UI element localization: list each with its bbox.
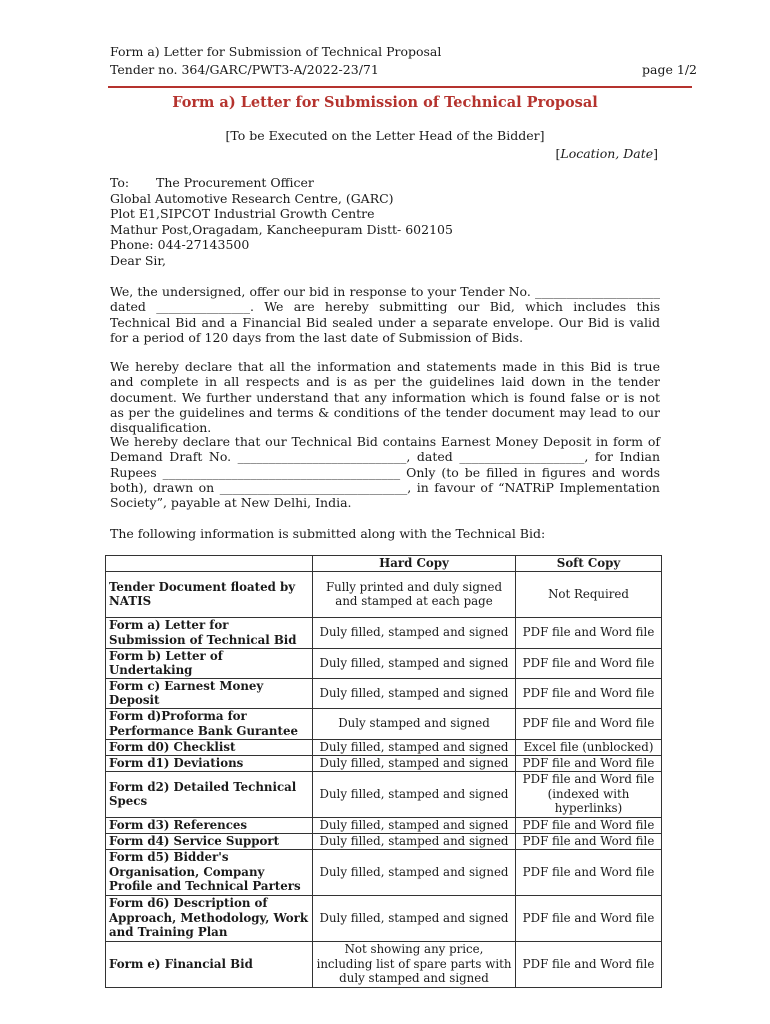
location-date: [Location, Date]: [555, 146, 658, 161]
paragraph-emd: We hereby declare that our Technical Bid contains Earnest Money Deposit in form of Demand Draft No. ___________________________, dated ____________________, for Indian Rupees ______________________________________ Only (to be filled in figures and words both), drawn on ______________________________, in favour of “NATRiP Implementation Society”, payable at New Delhi, India.: [110, 434, 660, 511]
recipient-name: The Procurement Officer: [156, 175, 314, 190]
table-cell: PDF file and Word file: [516, 678, 662, 708]
table-cell: PDF file and Word file: [516, 755, 662, 771]
paragraph-table-intro: The following information is submitted along with the Technical Bid:: [110, 526, 546, 541]
paragraph-bid-offer: We, the undersigned, offer our bid in response to your Tender No. ____________________ dated _______________. We are hereby submitting our Bid, which includes this Technical Bid and a Financial Bid sealed under a separate envelope. Our Bid is valid for a period of 120 days from the last date of Submission of Bids.: [110, 284, 660, 345]
table-row: [106, 678, 662, 708]
header-divider: [108, 86, 692, 88]
phone-line: Phone: 044-27143500: [110, 237, 250, 252]
table-cell: Duly filled, stamped and signed: [313, 895, 516, 941]
address-line: Global Automotive Research Centre, (GARC): [110, 190, 394, 206]
table-cell: PDF file and Word file (indexed with hyperlinks): [516, 771, 662, 817]
salutation: Dear Sir,: [110, 252, 166, 268]
table-row: [106, 739, 662, 755]
table-cell: PDF file and Word file: [516, 648, 662, 678]
table-cell: Form e) Financial Bid: [106, 941, 313, 987]
table-cell: Duly filled, stamped and signed: [313, 617, 516, 648]
table-cell: Duly stamped and signed: [313, 708, 516, 739]
table-cell: Tender Document floated by NATIS: [106, 571, 313, 617]
table-cell: PDF file and Word file: [516, 817, 662, 833]
table-cell: Form d4) Service Support: [106, 833, 313, 849]
table-header-cell: Hard Copy: [313, 556, 516, 572]
table-cell: Form a) Letter for Submission of Technical Bid: [106, 617, 313, 648]
table-row: [106, 755, 662, 771]
table-cell: Form d)Proforma for Performance Bank Gurantee: [106, 708, 313, 739]
page-number: page 1/2: [642, 62, 697, 77]
table-cell: Form c) Earnest Money Deposit: [106, 678, 313, 708]
to-line: [110, 175, 453, 191]
table-cell: PDF file and Word file: [516, 617, 662, 648]
table-header-cell: [106, 556, 313, 572]
table-header-row: [106, 556, 662, 572]
address-line: Mathur Post,Oragadam, Kancheepuram Distt- 602105: [110, 221, 453, 237]
table-cell: PDF file and Word file: [516, 833, 662, 849]
submission-table: [105, 555, 662, 988]
table-cell: Not showing any price, including list of spare parts with duly stamped and signed: [313, 941, 516, 987]
table-cell: Duly filled, stamped and signed: [313, 771, 516, 817]
to-label: To:: [110, 175, 130, 190]
table-row: [106, 895, 662, 941]
table-cell: Form d3) References: [106, 817, 313, 833]
table-cell: Duly filled, stamped and signed: [313, 849, 516, 895]
table-cell: Duly filled, stamped and signed: [313, 648, 516, 678]
table-row: [106, 571, 662, 617]
table-cell: Not Required: [516, 571, 662, 617]
table-cell: Form d6) Description of Approach, Methodology, Work and Training Plan: [106, 895, 313, 941]
table-cell: Duly filled, stamped and signed: [313, 833, 516, 849]
table-cell: Duly filled, stamped and signed: [313, 678, 516, 708]
table-header-cell: Soft Copy: [516, 556, 662, 572]
address-line: Plot E1,SIPCOT Industrial Growth Centre: [110, 206, 375, 221]
table-row: [106, 617, 662, 648]
header-form-title: Form a) Letter for Submission of Technical Proposal: [110, 44, 442, 59]
table-cell: Form b) Letter of Undertaking: [106, 648, 313, 678]
table-row: [106, 833, 662, 849]
table-row: [106, 817, 662, 833]
table-cell: Form d2) Detailed Technical Specs: [106, 771, 313, 817]
table-cell: PDF file and Word file: [516, 708, 662, 739]
table-cell: Form d1) Deviations: [106, 755, 313, 771]
document-subtitle: [To be Executed on the Letter Head of the Bidder]: [225, 128, 545, 143]
document-title: Form a) Letter for Submission of Technical Proposal: [172, 94, 598, 111]
table-cell: PDF file and Word file: [516, 849, 662, 895]
recipient-address: [110, 175, 453, 268]
table-cell: Excel file (unblocked): [516, 739, 662, 755]
table-row: [106, 771, 662, 817]
table-row: [106, 941, 662, 987]
table-row: [106, 849, 662, 895]
table-cell: Duly filled, stamped and signed: [313, 739, 516, 755]
paragraph-declaration: We hereby declare that all the information and statements made in this Bid is true and complete in all respects and is as per the guidelines laid down in the tender document. We further understand that any information which is found false or is not as per the guidelines and terms & conditions of the tender document may lead to our disqualification.: [110, 359, 660, 436]
header-tender-number: Tender no. 364/GARC/PWT3-A/2022-23/71: [110, 62, 379, 77]
table-cell: Duly filled, stamped and signed: [313, 755, 516, 771]
table-cell: PDF file and Word file: [516, 895, 662, 941]
table-cell: Form d5) Bidder's Organisation, Company Profile and Technical Parters: [106, 849, 313, 895]
table-row: [106, 708, 662, 739]
table-cell: PDF file and Word file: [516, 941, 662, 987]
table-cell: Form d0) Checklist: [106, 739, 313, 755]
table-cell: Fully printed and duly signed and stamped at each page: [313, 571, 516, 617]
table-cell: Duly filled, stamped and signed: [313, 817, 516, 833]
table-row: [106, 648, 662, 678]
